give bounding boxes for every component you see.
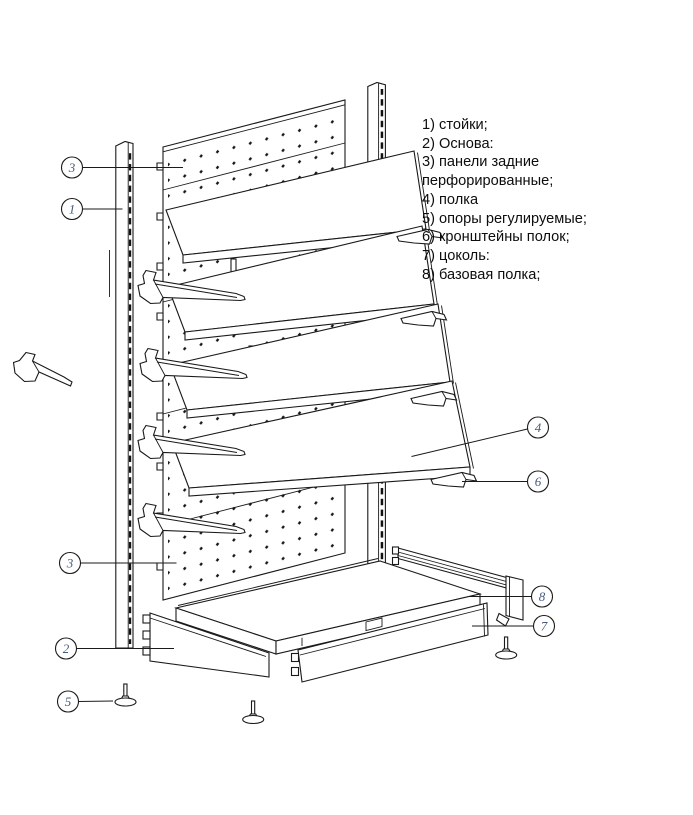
upright-left-slots — [129, 150, 133, 644]
upright-left — [110, 142, 135, 649]
legend-line-2: 2) Основа: — [422, 135, 494, 152]
callout-1 — [62, 199, 123, 220]
shelf-clip — [231, 259, 236, 272]
rail-end-plate — [506, 576, 523, 620]
callout-number: 8 — [538, 589, 546, 605]
foot-left — [115, 684, 136, 706]
legend-line-7: 7) цоколь: — [422, 247, 490, 264]
legend-line-8: 8) базовая полка; — [422, 266, 541, 283]
callout-number: 5 — [64, 694, 72, 710]
callout-number: 4 — [534, 420, 542, 436]
legend-line-3-wrap: перфорированные; — [422, 173, 554, 190]
callout-6 — [462, 471, 549, 492]
callout-number: 3 — [68, 160, 76, 176]
legend-line-1: 1) стойки; — [422, 117, 488, 133]
legend-line-3: 3) панели задние — [422, 154, 540, 171]
foot-right — [496, 637, 517, 659]
callout-number: 3 — [66, 555, 74, 571]
callout-5 — [58, 691, 114, 712]
legend-line-5: 5) опоры регулируемые; — [422, 210, 587, 227]
bracket-left-exploded — [14, 353, 73, 387]
callout-number: 7 — [540, 618, 548, 634]
legend-line-4: 4) полка — [422, 191, 479, 208]
parts-legend — [422, 116, 612, 284]
leader-line — [79, 701, 114, 702]
callout-number: 6 — [534, 474, 542, 490]
foot-middle — [243, 701, 264, 724]
callout-number: 2 — [62, 641, 70, 657]
callout-number: 1 — [68, 201, 76, 217]
legend-line-6: 6) кронштейны полок; — [422, 229, 570, 246]
